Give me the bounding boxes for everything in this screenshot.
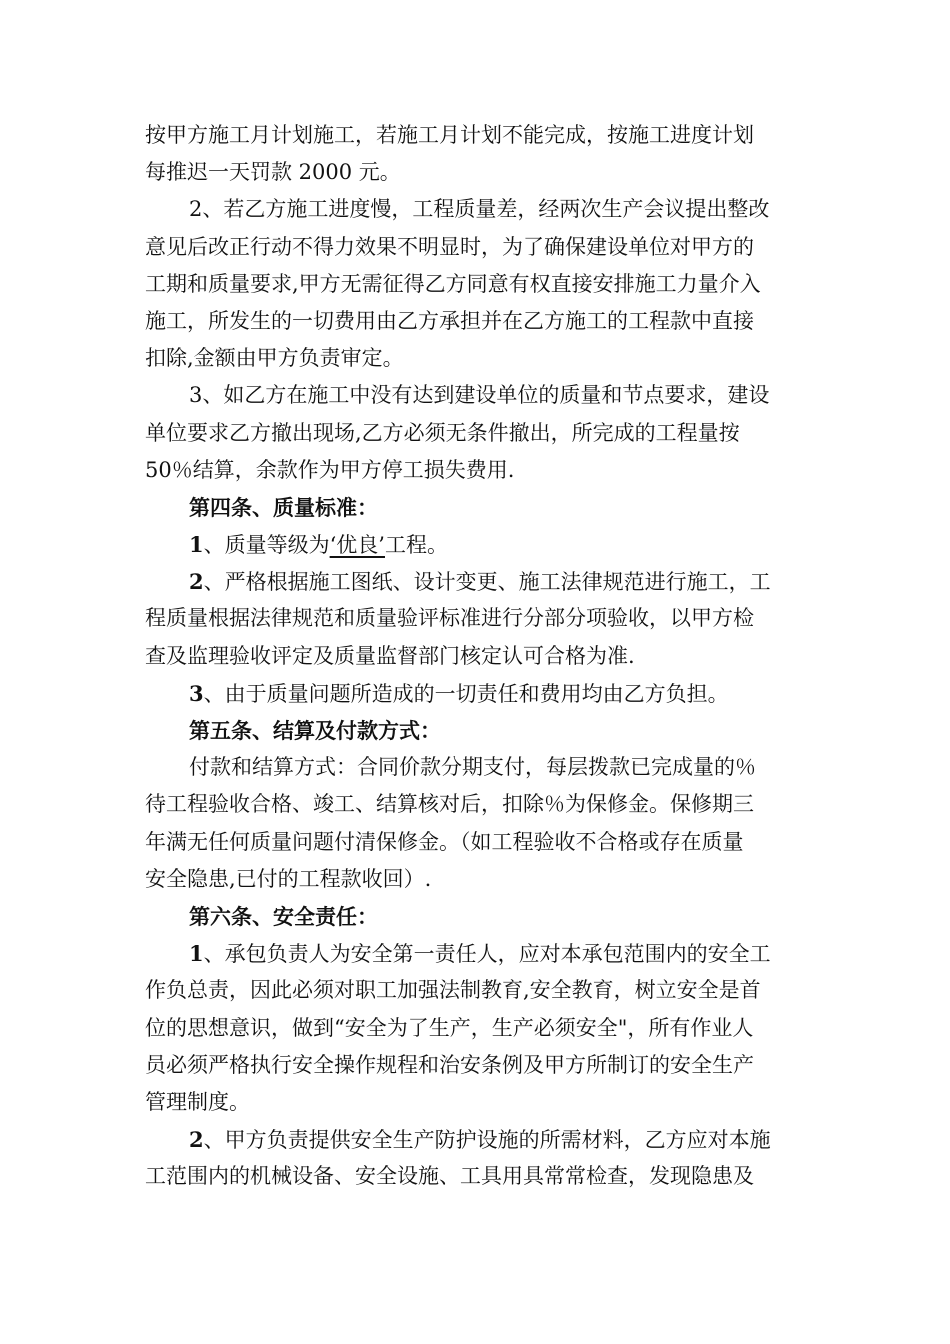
- item-number: 2: [189, 569, 204, 595]
- text-span: 、由于质量问题所造成的一切责任和费用均由乙方负担。: [203, 681, 729, 706]
- text-line: 安全隐患,已付的工程款收回）.: [145, 866, 432, 891]
- text-line: 工范围内的机械设备、安全设施、工具用具常常检查，发现隐患及: [145, 1164, 754, 1189]
- item-number: 1: [189, 532, 204, 558]
- text-line: 按甲方施工月计划施工，若施工月计划不能完成，按施工进度计划: [145, 123, 754, 147]
- text-span: 、严格根据施工图纸、设计变更、施工法律规范进行施工，工: [203, 570, 771, 595]
- text-line: 员必须严格执行安全操作规程和治安条例及甲方所制订的安全生产: [145, 1052, 754, 1077]
- text-line: 单位要求乙方撤出现场,乙方必须无条件撤出，所完成的工程量按: [145, 420, 740, 445]
- text-line: [145, 563, 810, 600]
- item-number: 3: [189, 680, 204, 706]
- text-line: 扣除,金额由甲方负责审定。: [145, 346, 404, 371]
- text-line: 查及监理验收评定及质量监督部门核定认可合格为准.: [145, 643, 635, 668]
- text-line: 施工，所发生的一切费用由乙方承担并在乙方施工的工程款中直接: [145, 308, 754, 333]
- text-line: [145, 935, 810, 972]
- text-line: 2、若乙方施工进度慢，工程质量差，经两次生产会议提出整改: [189, 197, 770, 222]
- text-line: [145, 675, 810, 712]
- text-line: 每推迟一天罚款 2000 元。: [145, 160, 401, 185]
- item-number: 1: [189, 941, 204, 967]
- text-line: 年满无任何质量问题付清保修金。（如工程验收不合格或存在质量: [145, 829, 744, 854]
- text-line: [145, 526, 810, 563]
- text-line: 3、如乙方在施工中没有达到建设单位的质量和节点要求，建设: [189, 383, 770, 408]
- text-span: 、甲方负责提供安全生产防护设施的所需材料，乙方应对本施: [203, 1128, 771, 1153]
- quality-grade: ‘优良’: [329, 533, 385, 558]
- contract-text: [145, 117, 810, 1195]
- text-line: 待工程验收合格、竣工、结算核对后，扣除％为保修金。保修期三: [145, 792, 754, 817]
- text-line: [145, 1121, 810, 1158]
- text-line: 意见后改正行动不得力效果不明显时，为了确保建设单位对甲方的: [145, 234, 754, 259]
- text-line: 工期和质量要求,甲方无需征得乙方同意有权直接安排施工力量介入: [145, 271, 761, 296]
- section-heading: 第六条、安全责任：: [189, 903, 378, 929]
- text-line: 作负总责，因此必须对职工加强法制教育,安全教育，树立安全是首: [145, 978, 761, 1003]
- section-heading: 第五条、结算及付款方式：: [189, 718, 441, 743]
- text-line: 位的思想意识，做到“安全为了生产，生产必须安全"，所有作业人: [145, 1015, 754, 1040]
- text-span: 工程。: [384, 533, 448, 558]
- item-number: 2: [189, 1127, 204, 1153]
- text-line: 程质量根据法律规范和质量验评标准进行分部分项验收，以甲方检: [145, 606, 754, 631]
- text-line: 管理制度。: [145, 1089, 250, 1114]
- text-line: 付款和结算方式：合同价款分期支付，每层拨款已完成量的％: [189, 755, 756, 780]
- text-span: 、质量等级为: [203, 533, 330, 558]
- text-span: 、承包负责人为安全第一责任人，应对本承包范围内的安全工: [203, 942, 771, 967]
- text-line: 50％结算，余款作为甲方停工损失费用.: [145, 457, 515, 482]
- section-heading: 第四条、质量标准：: [189, 494, 378, 520]
